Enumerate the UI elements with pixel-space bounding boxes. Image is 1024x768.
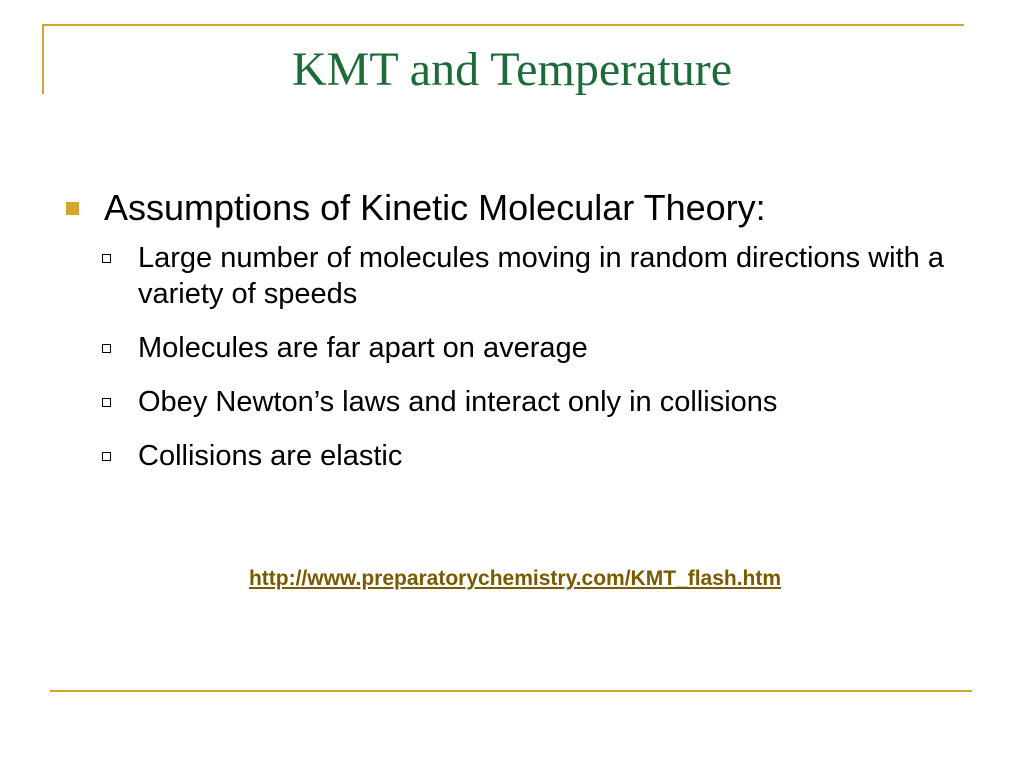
bullet-text: Assumptions of Kinetic Molecular Theory: <box>104 187 766 228</box>
sub-bullet-list <box>62 240 992 474</box>
sub-bullet-text: Collisions are elastic <box>138 440 403 472</box>
hollow-square-bullet-icon <box>102 398 111 407</box>
bullet-item <box>62 186 992 230</box>
hollow-square-bullet-icon <box>102 254 111 263</box>
reference-link[interactable]: http://www.preparatorychemistry.com/KMT_flash.htm <box>248 567 782 590</box>
frame-top-rule <box>42 24 964 26</box>
hollow-square-bullet-icon <box>102 452 111 461</box>
sub-bullet-text: Molecules are far apart on average <box>138 332 588 364</box>
slide-title: KMT and Temperature <box>291 43 733 96</box>
sub-bullet-item <box>100 330 992 366</box>
sub-bullet-text: Large number of molecules moving in random directions with a variety of speeds <box>138 242 944 310</box>
slide-content <box>62 186 992 492</box>
square-bullet-icon <box>66 202 79 215</box>
sub-bullet-item <box>100 438 992 474</box>
frame-bottom-rule <box>50 690 972 692</box>
sub-bullet-item <box>100 384 992 420</box>
sub-bullet-text: Obey Newton’s laws and interact only in collisions <box>138 386 778 418</box>
sub-bullet-item <box>100 240 992 312</box>
hollow-square-bullet-icon <box>102 344 111 353</box>
